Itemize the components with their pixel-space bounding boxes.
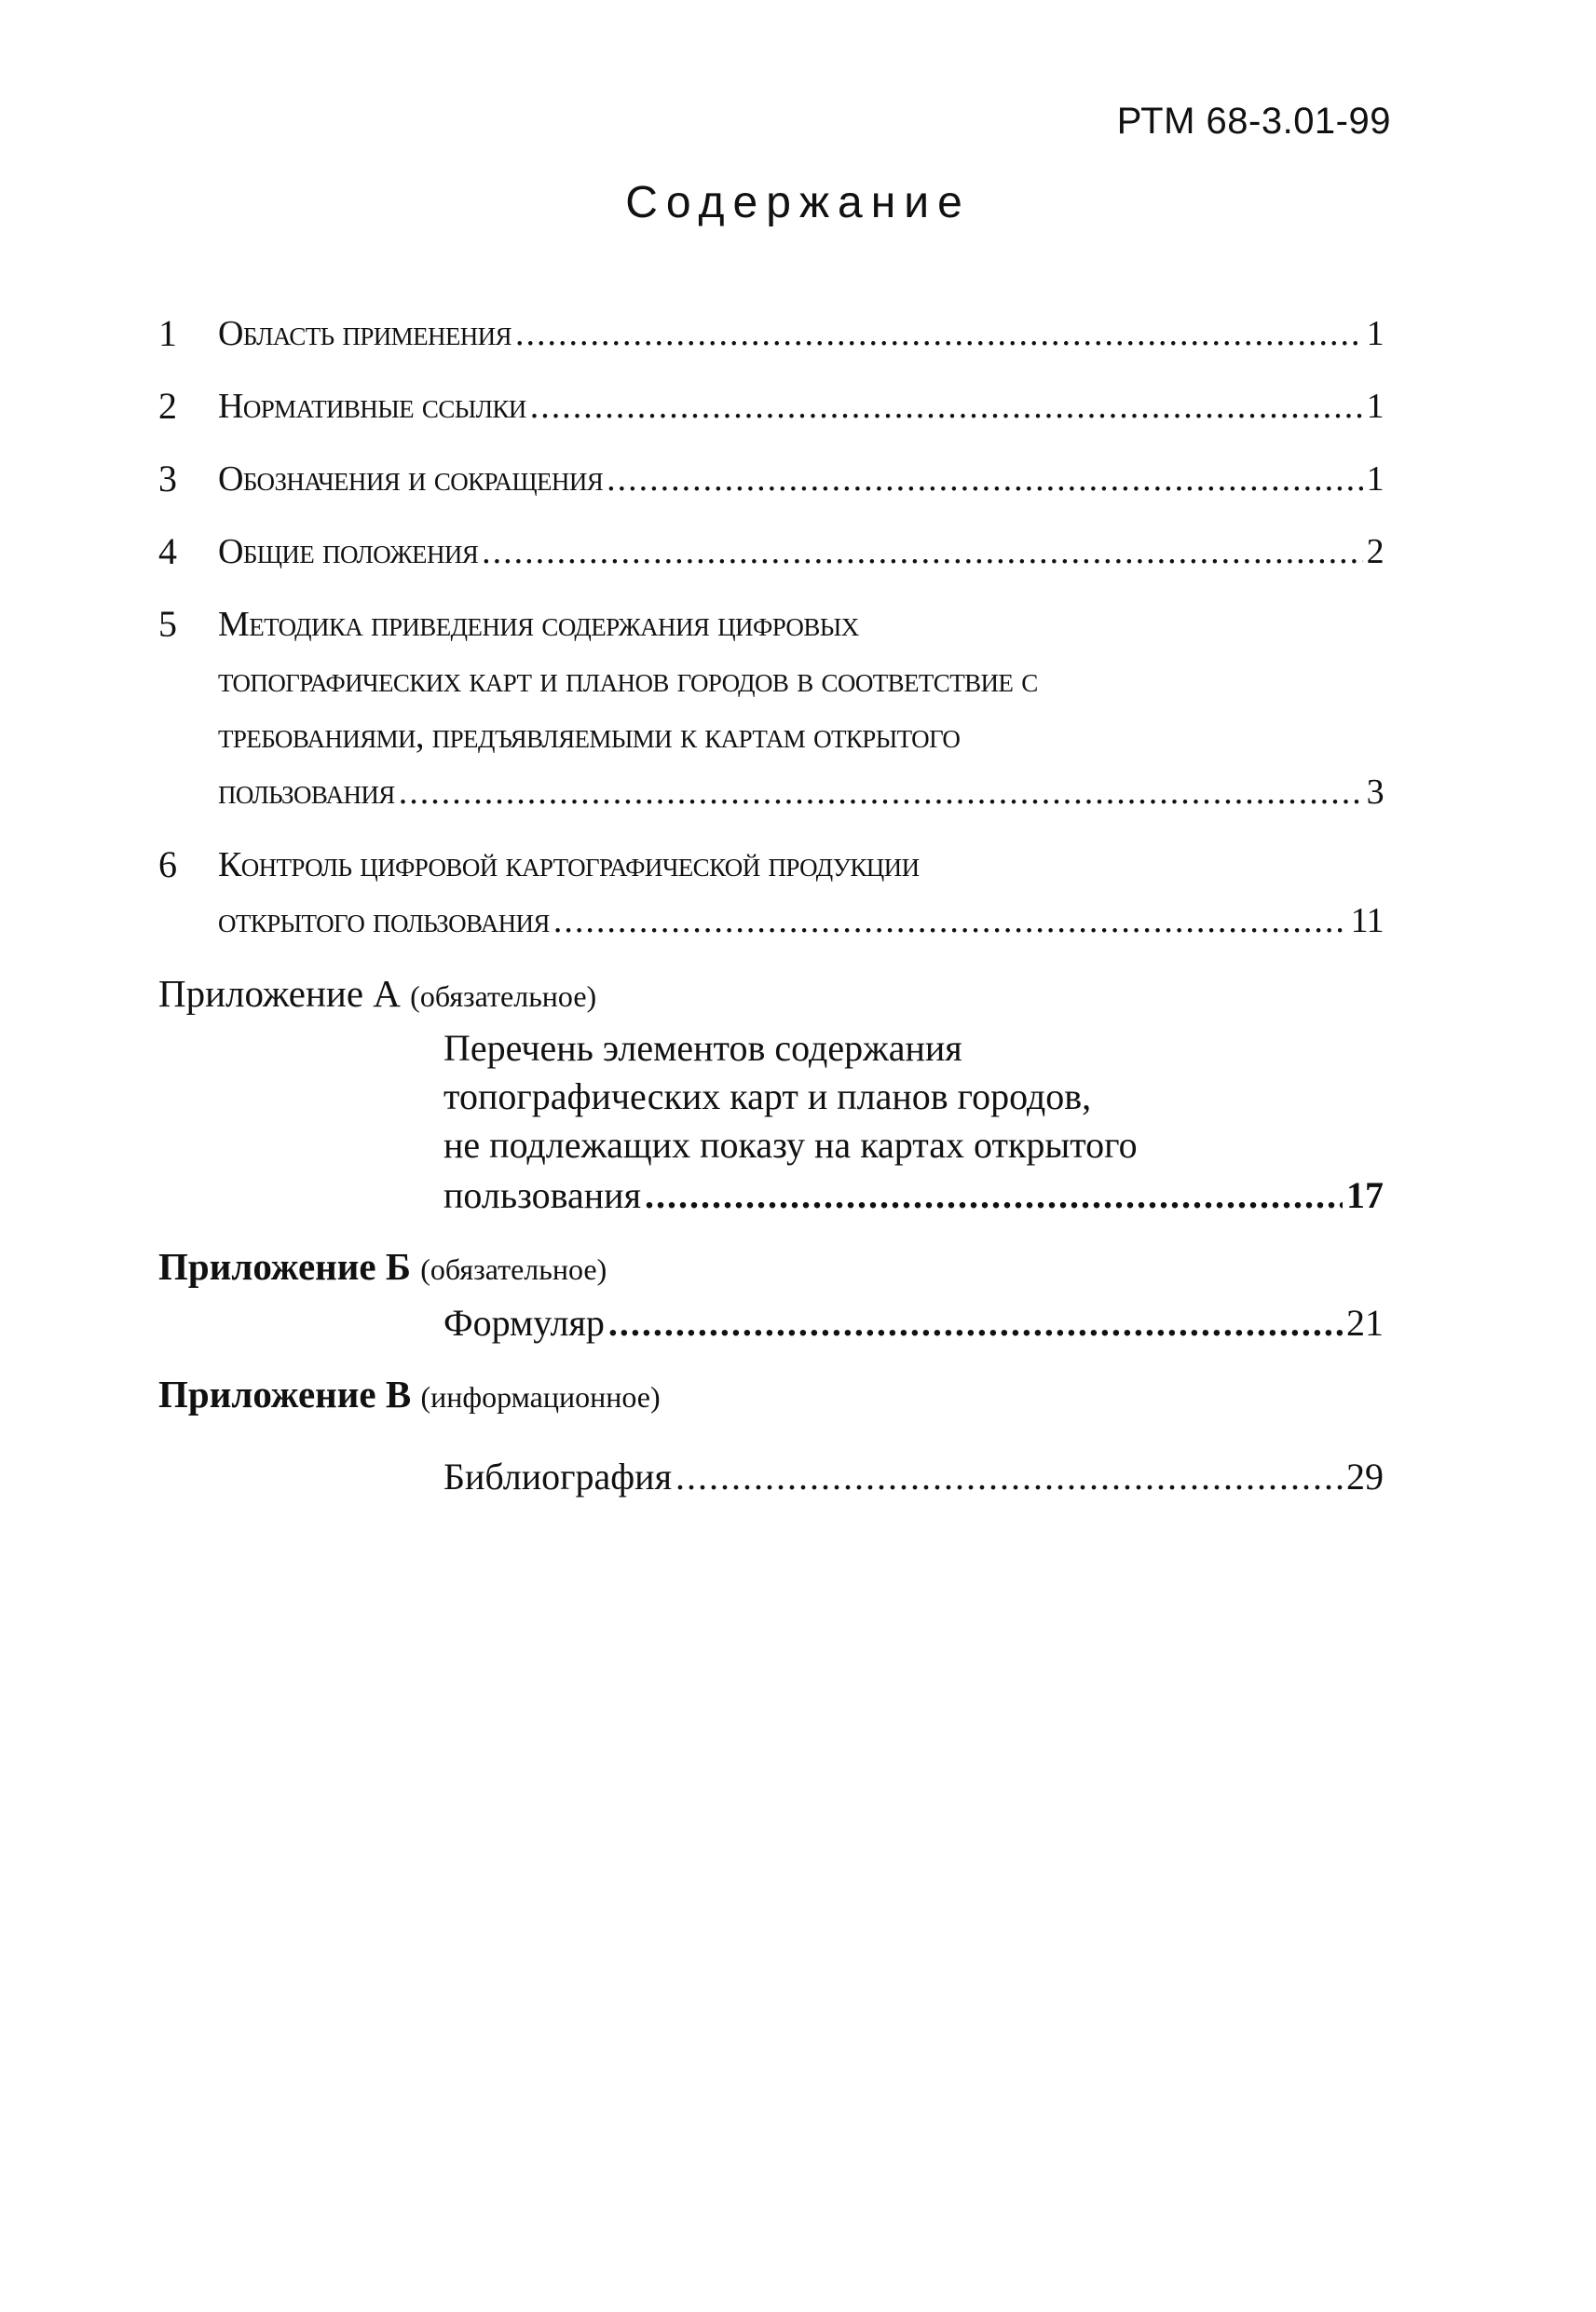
appendix-a[interactable]	[158, 965, 1384, 1222]
entry-title-line: требованиями, предъявляемыми к картам открытого	[218, 717, 961, 756]
appendix-c[interactable]	[158, 1366, 1384, 1503]
entry-title: открытого пользования	[218, 901, 550, 940]
appendix-title-line: не подлежащих показу на картах открытого	[443, 1124, 1138, 1166]
toc-entry-2[interactable]	[158, 378, 1384, 434]
entry-title-line: Методика приведения содержания цифровых	[218, 605, 859, 644]
appendix-status: (обязательное)	[420, 1252, 607, 1286]
appendix-title-line: топографических карт и планов городов,	[443, 1075, 1092, 1117]
appendix-status: (обязательное)	[410, 979, 597, 1013]
page-title: Содержание	[625, 178, 971, 227]
dot-leader	[645, 1170, 1343, 1222]
appendix-page: 29	[1346, 1456, 1384, 1498]
entry-number: 6	[158, 843, 177, 885]
toc-entry-4[interactable]	[158, 524, 1384, 580]
entry-title: Область применения	[218, 314, 512, 353]
appendix-label: Приложение Б	[158, 1245, 411, 1288]
toc-entry-5[interactable]	[158, 596, 1384, 820]
toc-entry-6[interactable]	[158, 837, 1384, 949]
entry-title: Общие положения	[218, 532, 479, 571]
entry-page: 1	[1366, 387, 1384, 426]
document-code: РТМ 68-3.01-99	[1116, 101, 1391, 142]
dot-leader	[530, 378, 1363, 434]
appendix-label: Приложение В	[158, 1373, 412, 1416]
entry-number: 2	[158, 385, 177, 427]
entry-title: Обозначения и сокращения	[218, 459, 604, 499]
appendix-title: Библиография	[443, 1456, 672, 1498]
entry-title-line: топографических карт и планов городов в соответствие с	[218, 661, 1038, 700]
dot-leader	[515, 306, 1363, 362]
entry-title: Нормативные ссылки	[218, 387, 526, 426]
entry-number: 4	[158, 530, 177, 572]
dot-leader	[399, 764, 1363, 820]
appendix-b[interactable]	[158, 1238, 1384, 1349]
dot-leader	[608, 1297, 1343, 1349]
appendix-title-line: Перечень элементов содержания	[443, 1027, 962, 1069]
entry-title: пользования	[218, 773, 395, 812]
appendix-title: Формуляр	[443, 1302, 605, 1344]
table-of-contents	[158, 306, 1384, 1503]
appendix-page: 21	[1346, 1302, 1384, 1344]
appendix-page: 17	[1346, 1174, 1384, 1216]
toc-entry-3[interactable]	[158, 451, 1384, 507]
entry-number: 3	[158, 458, 177, 499]
dot-leader	[675, 1451, 1343, 1503]
toc-entry-1[interactable]	[158, 306, 1384, 362]
dot-leader	[553, 893, 1347, 949]
entry-number: 5	[158, 603, 177, 645]
entry-number: 1	[158, 312, 177, 354]
entry-page: 1	[1366, 459, 1384, 499]
dot-leader	[482, 524, 1362, 580]
entry-page: 2	[1366, 532, 1384, 571]
appendix-label: Приложение А	[158, 972, 401, 1015]
entry-page: 1	[1366, 314, 1384, 353]
entry-title-line: Контроль цифровой картографической продукции	[218, 845, 920, 884]
entry-page: 3	[1366, 773, 1384, 812]
dot-leader	[607, 451, 1362, 507]
appendix-title: пользования	[443, 1174, 641, 1216]
appendix-status: (информационное)	[420, 1380, 661, 1414]
entry-page: 11	[1350, 901, 1384, 940]
